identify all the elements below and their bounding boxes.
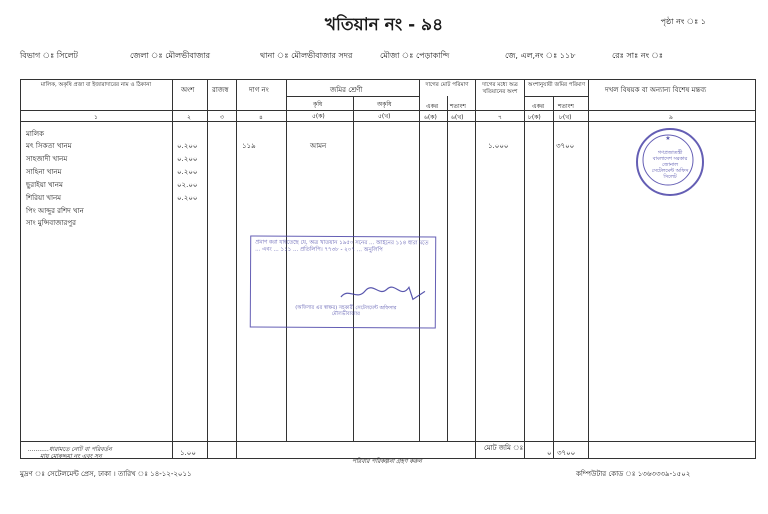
total-label: মোট জমি ঃ xyxy=(484,444,524,452)
col-non-agri-no: ৫(খ) xyxy=(378,113,391,120)
col-land-class: জমির শ্রেণী xyxy=(330,86,363,94)
col-dag-total: দাগের মোট পরিমাণ xyxy=(425,82,469,88)
col-num-4: ৪ xyxy=(259,114,263,121)
col-num-7: ৭ xyxy=(498,114,502,121)
stamp-text: প্রমাণ করা যাইতেছে যে, অত্র খতিয়ান ১৯৫০ সনের ... আইনের ১১৪ ধারা মতে ... এবং ... ১১১ ... প্রতিলিপি। ৭৭৩৮ - ২০৭ ... অনুলিপি xyxy=(255,239,429,254)
col-owner: মালিক, অকৃষি প্রজা বা ইজারাদারের নাম ও ঠিকানা xyxy=(40,82,152,88)
col-dag-acre-no: ৬(ক) xyxy=(424,114,437,121)
district: জেলা ঃ মৌলভীবাজার xyxy=(130,51,211,60)
owner-name: ছুরাইয়া খানম xyxy=(26,181,63,189)
col-dag-decimal-no: ৬(খ) xyxy=(451,114,464,121)
owner-share: ০২.০০ xyxy=(177,181,198,189)
total-decimal: ৩৭০০ xyxy=(557,449,576,457)
owner-name: সাহিনা খানম xyxy=(26,168,62,176)
land-class: আমন xyxy=(310,142,327,150)
owner-name: মৎ সিকতা খানম xyxy=(26,142,72,150)
re-sa-number: রেঃ সাঃ নং ঃ xyxy=(612,51,664,60)
owner-name: শিরিয়া খানম xyxy=(26,194,62,202)
col-dag-acre: একর xyxy=(426,103,439,110)
certification-stamp xyxy=(250,236,436,329)
press-info: মুদ্রণ ঃ সেটেলমেন্ট প্রেস, ঢাকা । তারিখ ঃ ১৪-১২-২০১১ xyxy=(20,470,192,478)
note-line-1: ...........ধারামতে নোট বা পরিবর্তন xyxy=(28,446,112,453)
thana: থানা ঃ মৌলভীবাজার সদর xyxy=(260,51,353,60)
owner-share: ০.২০০ xyxy=(177,155,198,163)
col-share-area: অংশানুযায়ী জমির পরিমাণ xyxy=(527,82,586,88)
col-share-decimal: শতাংশ xyxy=(558,103,574,110)
owner-share: ০.২০০ xyxy=(177,142,198,150)
mouza: মৌজা ঃ পেড়াকান্দি xyxy=(380,51,450,60)
col-num-2: ২ xyxy=(187,114,191,121)
office-seal xyxy=(636,128,704,196)
share-total: ১.০০ xyxy=(180,449,196,457)
col-share: অংশ xyxy=(181,86,195,94)
note-line-2: মায় মোকদ্দমা নং এবং সন xyxy=(40,453,102,460)
owner-share: ০.২০০ xyxy=(177,194,198,202)
share-decimal-value: ৩৭০০ xyxy=(556,142,575,150)
col-share-decimal-no: ৮(খ) xyxy=(559,114,572,121)
page-number: পৃষ্ঠা নং ঃ ১ xyxy=(660,17,706,26)
col-dag-decimal: শতাংশ xyxy=(450,103,466,110)
total-acre: ০ xyxy=(547,449,552,457)
col-revenue: রাজস্ব xyxy=(212,86,229,94)
dag-number: ১১৯ xyxy=(242,142,256,150)
col-num-3: ৩ xyxy=(220,114,224,121)
signature-mark xyxy=(339,283,429,303)
col-share-acre-no: ৮(ক) xyxy=(528,114,541,121)
col-dag-no: দাগ নং xyxy=(249,86,269,94)
khatian-share-value: ১.০০০ xyxy=(488,142,509,150)
owner-share: ০.২০০ xyxy=(177,168,198,176)
col-khatian-share: দাগের মধ্যে অত্র খতিয়ানের অংশ xyxy=(482,82,518,95)
change-note: পরিবার পরিকল্পনা গ্রহণ করুন xyxy=(352,458,422,465)
stamp-signature-note: (অফিসার এর স্বাক্ষর) সহকারী সেটেলমেন্ট অফিসার মৌলভীবাজার xyxy=(295,304,397,318)
father-name: পিং আব্দুর রশিদ খান xyxy=(26,207,84,215)
col-share-acre: একর xyxy=(532,103,545,110)
division: বিভাগ ঃ সিলেট xyxy=(20,51,78,60)
col-remarks: দখল বিষয়ক বা অন্যান্য বিশেষ মন্তব্য xyxy=(605,86,707,94)
computer-code: কম্পিউটার কোড ঃ ১৩৬৩৩৩৯-১৫০২ xyxy=(576,470,691,478)
col-num-1: ১ xyxy=(94,114,98,121)
svg-text:★: ★ xyxy=(665,135,671,142)
col-agri: কৃষি xyxy=(313,101,323,108)
jl-number: জে, এল,নং ঃ ১১৮ xyxy=(505,51,576,60)
col-agri-no: ৫(ক) xyxy=(312,113,325,120)
owner-heading: মালিক xyxy=(26,130,45,138)
col-non-agri: অকৃষি xyxy=(377,101,392,108)
seal-text: গণপ্রজাতন্ত্রী বাংলাদেশ সরকার জোনাল সেটেলমেন্ট অফিস সিলেট xyxy=(651,150,689,180)
owner-address: সাং মুন্সিবাজারপুর xyxy=(26,219,76,227)
khatian-title: খতিয়ান নং - ৯৪ xyxy=(324,15,444,35)
owner-name: সাহজাদী খানম xyxy=(26,155,68,163)
col-num-9: ৯ xyxy=(669,114,673,121)
